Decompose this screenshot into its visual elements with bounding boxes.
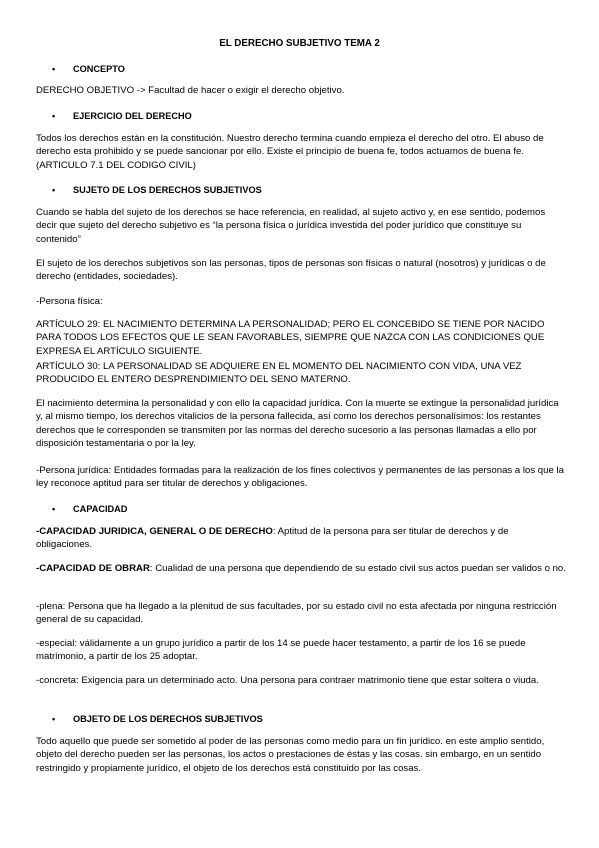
- bullet-icon: •: [52, 185, 56, 195]
- capacidad-especial-paragraph: -especial: válidamente a un grupo jurídico a partir de los 14 se puede hacer testamento, a partir de los 16 se puede matrimonio, a partir de los 25 adoptar.: [36, 638, 526, 663]
- bullet-icon: •: [52, 64, 56, 74]
- heading-sujeto: [52, 184, 262, 197]
- bullet-icon: •: [52, 111, 56, 121]
- capacidad-concreta-paragraph: -concreta: Exigencia para un determinado acto. Una persona para contraer matrimonio tiene que estar soltera o viuda.: [36, 675, 539, 686]
- capacidad-juridica-term: -CAPACIDAD JURIDICA, GENERAL O DE DERECHO: [36, 526, 273, 537]
- articulo-30: ARTÍCULO 30: LA PERSONALIDAD SE ADQUIERE EN EL MOMENTO DEL NACIMIENTO CON VIDA, UNA VEZ PRODUCIDO EL ENTERO DESPRENDIMIENTO DEL SENO MATERNO.: [36, 361, 522, 386]
- bullet-icon: •: [52, 504, 56, 514]
- capacidad-plena-paragraph: -plena: Persona que ha llegado a la plenitud de sus facultades, por su estado civil no esta afectada por ninguna restricción general de su capacidad.: [36, 601, 557, 626]
- sujeto-paragraph-nacimiento: El nacimiento determina la personalidad y con ello la capacidad jurídica. Con la muerte se extingue la personalidad jurídica y, al mismo tiempo, los derechos vitalicios de la persona fallecida, así como los derechos personalísimos: los restantes derechos que le corresponden se transmiten por las normas del derecho sucesorio a las personas llamadas a ello por disposición testamentaria o por la ley.: [36, 398, 559, 450]
- heading-capacidad-label: CAPACIDAD: [73, 504, 128, 514]
- capacidad-obrar-definition: : Cualidad de una persona que dependiendo de su estado civil sus actos puedan ser validos o no.: [149, 563, 566, 574]
- ejercicio-paragraph: Todos los derechos están en la constitución. Nuestro derecho termina cuando empieza el derecho del otro. El abuso de derecho esta prohibido y se puede sancionar por ello. Existe el principio de buena fe, todos actuamos de buena fe. (ARTICULO 7.1 DEL CODIGO CIVIL): [36, 133, 544, 171]
- heading-objeto: [52, 713, 263, 726]
- heading-concepto-label: CONCEPTO: [73, 64, 125, 74]
- persona-fisica-label: -Persona física:: [36, 296, 103, 307]
- objeto-paragraph: Todo aquello que puede ser sometido al poder de las personas como medio para un fin jurídico. en este amplio sentido, objeto del derecho pueden ser las personas, los actos o prestaciones de éstas y las cosas. sin embargo, en un sentido restringido y propiamente jurídico, el objeto de los derechos está constituido por las cosas.: [36, 736, 545, 774]
- concepto-paragraph: DERECHO OBJETIVO -> Facultad de hacer o exigir el derecho objetivo.: [36, 85, 345, 96]
- capacidad-juridica-paragraph: [36, 525, 566, 552]
- capacidad-juridica-definition: : Aptitud de la persona para ser titular de derechos y de obligaciones.: [36, 526, 509, 551]
- sujeto-paragraph-1: Cuando se habla del sujeto de los derechos se hace referencia, en realidad, al sujeto activo y, en ese sentido, podemos decir que sujeto del derecho subjetivo es “la persona física o jurídica investida del poder jurídico que constituye su contenido”: [36, 207, 546, 245]
- heading-sujeto-label: SUJETO DE LOS DERECHOS SUBJETIVOS: [73, 185, 262, 195]
- heading-ejercicio: [52, 110, 192, 123]
- persona-juridica-paragraph: -Persona jurídica: Entidades formadas para la realización de los fines colectivos y permanentes de las personas a los que la ley reconoce aptitud para ser titular de derechos y obligaciones.: [36, 465, 564, 490]
- heading-ejercicio-label: EJERCICIO DEL DERECHO: [73, 111, 192, 121]
- bullet-icon: •: [52, 714, 56, 724]
- capacidad-obrar-term: -CAPACIDAD DE OBRAR: [36, 563, 150, 574]
- heading-capacidad: [52, 503, 127, 516]
- sujeto-paragraph-2: El sujeto de los derechos subjetivos son las personas, tipos de personas son físicas o natural (nosotros) y jurídicas o de derecho (entidades, sociedades).: [36, 258, 546, 283]
- heading-objeto-label: OBJETO DE LOS DERECHOS SUBJETIVOS: [73, 714, 263, 724]
- capacidad-obrar-paragraph: [36, 562, 566, 575]
- document-title: EL DERECHO SUBJETIVO TEMA 2: [219, 38, 380, 49]
- heading-concepto: [52, 63, 125, 76]
- articulo-29: ARTÍCULO 29: EL NACIMIENTO DETERMINA LA PERSONALIDAD; PERO EL CONCEBIDO SE TIENE POR NACIDO PARA TODOS LOS EFECTOS QUE LE SEAN FAVORABLES, SIEMPRE QUE NAZCA CON LAS CONDICIONES QUE EXPRESA EL ARTÍCULO SIGUIENTE.: [36, 319, 545, 357]
